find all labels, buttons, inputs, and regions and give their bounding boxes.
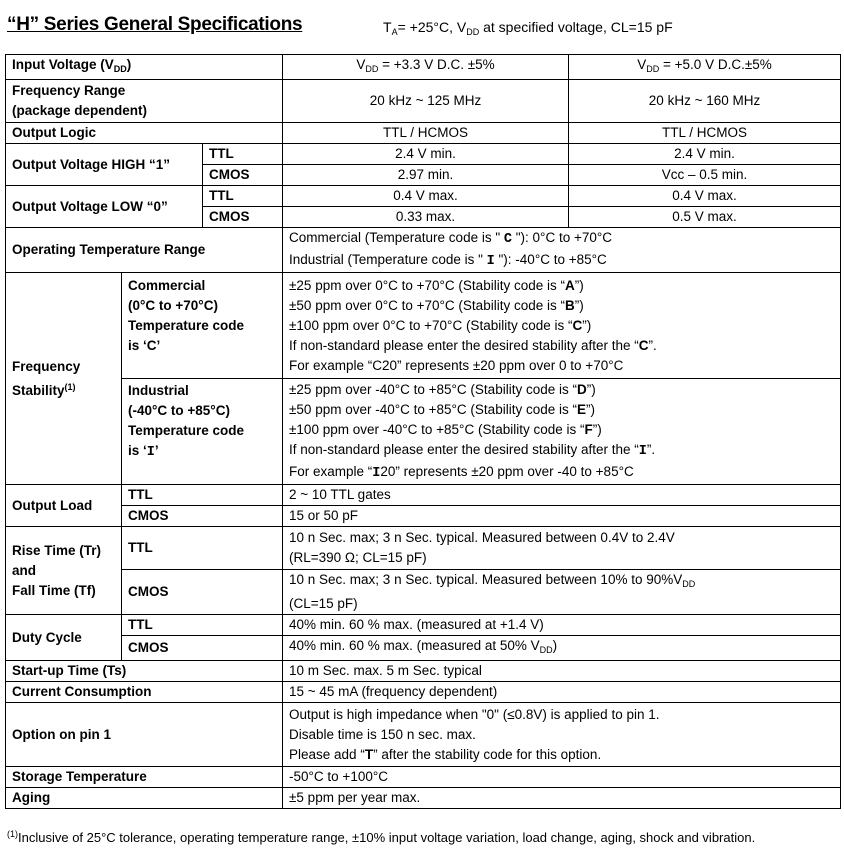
output-logic-label: Output Logic [6,123,283,144]
duty-cycle-cmos-label: CMOS [122,636,283,661]
startup-time-value: 10 m Sec. max. 5 m Sec. typical [283,661,841,682]
storage-temperature-label: Storage Temperature [6,767,283,788]
duty-cycle-ttl-label: TTL [122,615,283,636]
stability-industrial-label: Industrial (-40°C to +85°C) Temperature code is ‘I’ [122,379,283,485]
row-duty-cycle-cmos [6,636,841,661]
stability-industrial-value: ±25 ppm over -40°C to +85°C (Stability code is “D”) ±50 ppm over -40°C to +85°C (Stability code is “E”) ±100 ppm over -40°C to +85°C (Stability code is “F”) If non-standard please enter the desired stability after the “I”. For example “I20” represents ±20 ppm over -40 to +85°C [283,379,841,485]
row-output-load-cmos [6,506,841,527]
row-startup-time [6,661,841,682]
row-frequency-range [6,80,841,123]
output-low-ttl-5v: 0.4 V max. [569,186,841,207]
rise-fall-label: Rise Time (Tr) and Fall Time (Tf) [6,527,122,615]
output-logic-3v3: TTL / HCMOS [283,123,569,144]
row-storage-temperature [6,767,841,788]
row-input-voltage [6,55,841,80]
output-low-ttl-3v3: 0.4 V max. [283,186,569,207]
row-output-load-ttl [6,485,841,506]
output-load-cmos-label: CMOS [122,506,283,527]
rise-fall-ttl-value: 10 n Sec. max; 3 n Sec. typical. Measured between 0.4V to 2.4V (RL=390 Ω; CL=15 pF) [283,527,841,570]
output-low-cmos-3v3: 0.33 max. [283,207,569,228]
current-consumption-label: Current Consumption [6,682,283,703]
output-logic-5v: TTL / HCMOS [569,123,841,144]
test-conditions: $T_A= +25^\circ C$, $V_{DD}$ at specified voltage, CL=15 pF [383,19,673,37]
duty-cycle-label: Duty Cycle [6,615,122,661]
frequency-range-3v3: 20 kHz ~ 125 MHz [283,80,569,123]
duty-cycle-ttl-value: 40% min. 60 % max. (measured at +1.4 V) [283,615,841,636]
row-stability-commercial [6,273,841,379]
frequency-range-label: Frequency Range (package dependent) [6,80,283,123]
output-load-ttl-value: 2 ~ 10 TTL gates [283,485,841,506]
storage-temperature-value: -50°C to +100°C [283,767,841,788]
rise-fall-cmos-label: CMOS [122,570,283,615]
input-voltage-5v: $V_{DD} = +5.0$ V D.C.±5% [569,55,841,80]
output-low-cmos-5v: 0.5 V max. [569,207,841,228]
startup-time-label: Start-up Time (Ts) [6,661,283,682]
option-pin1-value: Output is high impedance when "0" (≤0.8V) is applied to pin 1. Disable time is 150 n sec. max. Please add “T” after the stability code for this option. [283,703,841,767]
page-title: “H” Series General Specifications [7,14,303,35]
row-output-low-ttl [6,186,841,207]
output-load-ttl-label: TTL [122,485,283,506]
rise-fall-cmos-value: 10 n Sec. max; 3 n Sec. typical. Measured between 10% to $90\%V_{DD}$ (CL=15 pF) [283,570,841,615]
aging-value: ±5 ppm per year max. [283,788,841,809]
input-voltage-3v3: $V_{DD} = +3.3$ V D.C. ±5% [283,55,569,80]
output-high-label: Output Voltage HIGH “1” [6,144,203,186]
row-aging [6,788,841,809]
row-rise-fall-ttl [6,527,841,570]
output-high-ttl-5v: 2.4 V min. [569,144,841,165]
output-load-cmos-value: 15 or 50 pF [283,506,841,527]
row-output-high-ttl [6,144,841,165]
duty-cycle-cmos-value: 40% min. 60 % max. (measured at 50% $V_{DD}$) [283,636,841,661]
footnote: $^{(1)}$Inclusive of 25°C tolerance, operating temperature range, ±10% input voltage variation, load change, aging, shock and vibration. [7,829,756,845]
operating-temperature-value: Commercial (Temperature code is " C "): 0°C to +70°C Industrial (Temperature code is " I "): -40°C to +85°C [283,228,841,273]
output-high-cmos-label: CMOS [203,165,283,186]
output-high-ttl-label: TTL [203,144,283,165]
current-consumption-value: 15 ~ 45 mA (frequency dependent) [283,682,841,703]
input-voltage-label: Input Voltage $(V_{DD})$ [6,55,283,80]
aging-label: Aging [6,788,283,809]
output-load-label: Output Load [6,485,122,527]
output-high-ttl-3v3: 2.4 V min. [283,144,569,165]
row-option-pin1 [6,703,841,767]
output-high-cmos-5v: Vcc – 0.5 min. [569,165,841,186]
stability-commercial-value: ±25 ppm over 0°C to +70°C (Stability code is “A”) ±50 ppm over 0°C to +70°C (Stability code is “B”) ±100 ppm over 0°C to +70°C (Stability code is “C”) If non-standard please enter the desired stability after the “C”. For example “C20” represents ±20 ppm over 0 to +70°C [283,273,841,379]
rise-fall-ttl-label: TTL [122,527,283,570]
row-operating-temperature [6,228,841,273]
frequency-range-5v: 20 kHz ~ 160 MHz [569,80,841,123]
output-low-cmos-label: CMOS [203,207,283,228]
row-output-logic [6,123,841,144]
stability-commercial-label: Commercial (0°C to +70°C) Temperature code is ‘C’ [122,273,283,379]
row-stability-industrial [6,379,841,485]
row-rise-fall-cmos [6,570,841,615]
operating-temperature-label: Operating Temperature Range [6,228,283,273]
row-current-consumption [6,682,841,703]
spec-table [5,54,841,809]
option-pin1-label: Option on pin 1 [6,703,283,767]
output-low-label: Output Voltage LOW “0” [6,186,203,228]
output-high-cmos-3v3: 2.97 min. [283,165,569,186]
frequency-stability-label: Frequency Stability$^{(1)}$ [6,273,122,485]
row-duty-cycle-ttl [6,615,841,636]
output-low-ttl-label: TTL [203,186,283,207]
